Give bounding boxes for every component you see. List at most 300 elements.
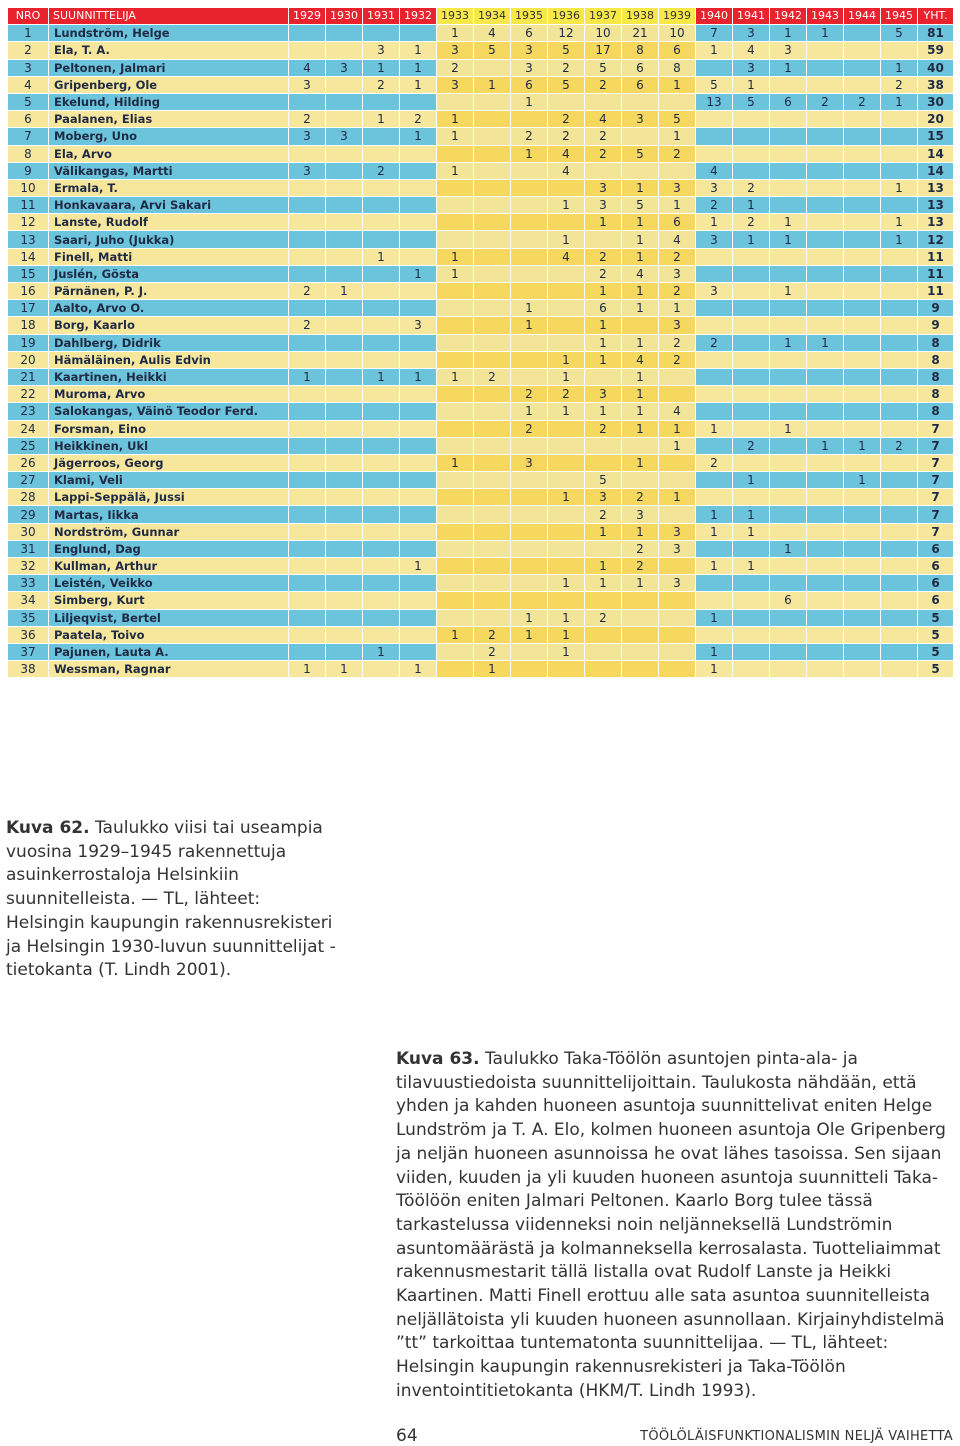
- year-count-1935: 3: [511, 42, 548, 59]
- year-count-1945: [881, 351, 918, 368]
- year-count-1934: [474, 300, 511, 317]
- table-row: [8, 351, 954, 368]
- table-row: [8, 248, 954, 265]
- row-number: 27: [8, 472, 49, 489]
- designer-name: Heikkinen, Ukl: [49, 437, 289, 454]
- year-count-1933: 1: [437, 265, 474, 282]
- year-count-1929: [289, 506, 326, 523]
- year-count-1945: [881, 609, 918, 626]
- year-count-1945: [881, 197, 918, 214]
- year-count-1929: [289, 523, 326, 540]
- row-total: 6: [918, 575, 954, 592]
- designer-name: Peltonen, Jalmari: [49, 59, 289, 76]
- year-count-1937: [585, 626, 622, 643]
- row-total: 5: [918, 643, 954, 660]
- designer-name: Leistén, Veikko: [49, 575, 289, 592]
- year-count-1931: 2: [363, 162, 400, 179]
- year-count-1937: 2: [585, 609, 622, 626]
- row-total: 8: [918, 351, 954, 368]
- year-count-1932: [400, 162, 437, 179]
- table-header-row: [8, 8, 954, 25]
- row-total: 14: [918, 145, 954, 162]
- year-count-1940: [696, 300, 733, 317]
- year-count-1935: [511, 558, 548, 575]
- year-count-1935: [511, 437, 548, 454]
- year-count-1931: [363, 558, 400, 575]
- row-total: 15: [918, 128, 954, 145]
- year-count-1938: [622, 592, 659, 609]
- year-count-1943: [807, 506, 844, 523]
- year-count-1940: [696, 386, 733, 403]
- table-row: [8, 609, 954, 626]
- year-count-1931: [363, 334, 400, 351]
- year-count-1929: [289, 489, 326, 506]
- row-total: 7: [918, 506, 954, 523]
- year-count-1935: [511, 506, 548, 523]
- year-count-1944: [844, 162, 881, 179]
- year-count-1931: 1: [363, 111, 400, 128]
- year-count-1932: [400, 25, 437, 42]
- year-count-1931: [363, 626, 400, 643]
- year-count-1933: [437, 351, 474, 368]
- year-count-1941: 1: [733, 558, 770, 575]
- year-count-1937: 1: [585, 283, 622, 300]
- year-count-1943: [807, 643, 844, 660]
- year-count-1945: 1: [881, 93, 918, 110]
- year-count-1936: 1: [548, 609, 585, 626]
- year-count-1942: [770, 403, 807, 420]
- year-count-1934: [474, 111, 511, 128]
- row-number: 13: [8, 231, 49, 248]
- year-count-1945: [881, 472, 918, 489]
- year-count-1945: [881, 506, 918, 523]
- year-count-1933: 1: [437, 454, 474, 471]
- row-total: 5: [918, 609, 954, 626]
- designer-name: Wessman, Ragnar: [49, 661, 289, 678]
- year-count-1935: [511, 368, 548, 385]
- year-count-1945: [881, 403, 918, 420]
- year-count-1931: [363, 403, 400, 420]
- year-count-1940: 1: [696, 643, 733, 660]
- row-number: 11: [8, 197, 49, 214]
- year-count-1940: [696, 351, 733, 368]
- year-count-1941: 1: [733, 472, 770, 489]
- year-count-1940: 1: [696, 558, 733, 575]
- row-number: 25: [8, 437, 49, 454]
- year-count-1937: 3: [585, 179, 622, 196]
- header-year-1936: 1936: [548, 8, 585, 25]
- table-row: [8, 420, 954, 437]
- designer-name: Lanste, Rudolf: [49, 214, 289, 231]
- year-count-1944: [844, 575, 881, 592]
- year-count-1932: [400, 643, 437, 660]
- year-count-1933: [437, 592, 474, 609]
- year-count-1945: [881, 489, 918, 506]
- year-count-1939: 2: [659, 351, 696, 368]
- year-count-1942: [770, 506, 807, 523]
- year-count-1937: 2: [585, 76, 622, 93]
- table-row: [8, 197, 954, 214]
- year-count-1929: 1: [289, 661, 326, 678]
- year-count-1942: [770, 368, 807, 385]
- year-count-1945: [881, 248, 918, 265]
- year-count-1941: [733, 643, 770, 660]
- year-count-1931: [363, 128, 400, 145]
- year-count-1944: 2: [844, 93, 881, 110]
- year-count-1929: [289, 145, 326, 162]
- year-count-1931: [363, 437, 400, 454]
- year-count-1938: 1: [622, 386, 659, 403]
- year-count-1943: [807, 626, 844, 643]
- row-number: 35: [8, 609, 49, 626]
- year-count-1931: [363, 214, 400, 231]
- year-count-1934: [474, 609, 511, 626]
- year-count-1930: [326, 351, 363, 368]
- year-count-1933: 1: [437, 248, 474, 265]
- year-count-1944: [844, 128, 881, 145]
- year-count-1943: [807, 214, 844, 231]
- year-count-1934: 1: [474, 661, 511, 678]
- row-number: 37: [8, 643, 49, 660]
- year-count-1937: [585, 540, 622, 557]
- year-count-1940: 2: [696, 197, 733, 214]
- row-total: 38: [918, 76, 954, 93]
- year-count-1943: [807, 592, 844, 609]
- year-count-1937: 2: [585, 128, 622, 145]
- year-count-1932: 1: [400, 59, 437, 76]
- year-count-1930: [326, 300, 363, 317]
- year-count-1932: 1: [400, 661, 437, 678]
- year-count-1930: [326, 25, 363, 42]
- year-count-1936: [548, 540, 585, 557]
- year-count-1936: [548, 93, 585, 110]
- year-count-1944: [844, 283, 881, 300]
- row-total: 7: [918, 489, 954, 506]
- year-count-1931: [363, 523, 400, 540]
- year-count-1933: 3: [437, 42, 474, 59]
- year-count-1944: [844, 145, 881, 162]
- year-count-1938: 2: [622, 558, 659, 575]
- year-count-1931: [363, 179, 400, 196]
- row-number: 2: [8, 42, 49, 59]
- designer-name: Simberg, Kurt: [49, 592, 289, 609]
- year-count-1940: 5: [696, 76, 733, 93]
- year-count-1945: [881, 42, 918, 59]
- year-count-1934: [474, 472, 511, 489]
- year-count-1938: 1: [622, 179, 659, 196]
- year-count-1945: [881, 558, 918, 575]
- year-count-1935: [511, 661, 548, 678]
- year-count-1937: 3: [585, 197, 622, 214]
- year-count-1939: 5: [659, 111, 696, 128]
- year-count-1935: 2: [511, 128, 548, 145]
- row-number: 16: [8, 283, 49, 300]
- designer-name: Honkavaara, Arvi Sakari: [49, 197, 289, 214]
- year-count-1932: [400, 197, 437, 214]
- year-count-1934: [474, 145, 511, 162]
- year-count-1930: [326, 265, 363, 282]
- row-total: 81: [918, 25, 954, 42]
- year-count-1939: 4: [659, 231, 696, 248]
- header-designer: SUUNNITTELIJA: [49, 8, 289, 25]
- year-count-1930: [326, 592, 363, 609]
- year-count-1932: [400, 179, 437, 196]
- year-count-1929: [289, 42, 326, 59]
- year-count-1930: [326, 472, 363, 489]
- year-count-1937: 1: [585, 351, 622, 368]
- table-row: [8, 368, 954, 385]
- year-count-1942: [770, 643, 807, 660]
- year-count-1940: 3: [696, 179, 733, 196]
- table-row: [8, 506, 954, 523]
- row-number: 30: [8, 523, 49, 540]
- year-count-1935: 1: [511, 626, 548, 643]
- year-count-1934: [474, 420, 511, 437]
- year-count-1943: [807, 575, 844, 592]
- year-count-1938: 3: [622, 506, 659, 523]
- year-count-1944: [844, 214, 881, 231]
- year-count-1943: [807, 403, 844, 420]
- year-count-1940: 13: [696, 93, 733, 110]
- year-count-1933: [437, 214, 474, 231]
- year-count-1932: [400, 283, 437, 300]
- year-count-1938: [622, 437, 659, 454]
- row-number: 36: [8, 626, 49, 643]
- year-count-1943: 1: [807, 334, 844, 351]
- year-count-1943: [807, 661, 844, 678]
- year-count-1945: [881, 540, 918, 557]
- year-count-1936: 2: [548, 59, 585, 76]
- year-count-1943: [807, 454, 844, 471]
- table-row: [8, 265, 954, 282]
- year-count-1938: 1: [622, 214, 659, 231]
- year-count-1939: 1: [659, 76, 696, 93]
- year-count-1931: [363, 540, 400, 557]
- year-count-1933: [437, 558, 474, 575]
- year-count-1937: 1: [585, 317, 622, 334]
- year-count-1932: [400, 609, 437, 626]
- year-count-1940: [696, 317, 733, 334]
- year-count-1932: [400, 489, 437, 506]
- year-count-1931: [363, 386, 400, 403]
- row-number: 4: [8, 76, 49, 93]
- year-count-1944: [844, 42, 881, 59]
- year-count-1936: 4: [548, 248, 585, 265]
- year-count-1938: 1: [622, 420, 659, 437]
- year-count-1933: [437, 93, 474, 110]
- year-count-1935: [511, 592, 548, 609]
- year-count-1932: [400, 626, 437, 643]
- year-count-1930: 3: [326, 128, 363, 145]
- row-number: 9: [8, 162, 49, 179]
- year-count-1943: [807, 523, 844, 540]
- table-row: [8, 76, 954, 93]
- year-count-1938: [622, 609, 659, 626]
- year-count-1936: [548, 454, 585, 471]
- row-number: 38: [8, 661, 49, 678]
- year-count-1934: [474, 558, 511, 575]
- year-count-1937: [585, 437, 622, 454]
- year-count-1929: 2: [289, 111, 326, 128]
- year-count-1938: [622, 472, 659, 489]
- year-count-1934: [474, 283, 511, 300]
- year-count-1929: 1: [289, 368, 326, 385]
- year-count-1941: 2: [733, 437, 770, 454]
- year-count-1943: [807, 162, 844, 179]
- year-count-1934: [474, 197, 511, 214]
- year-count-1936: 1: [548, 643, 585, 660]
- year-count-1942: [770, 145, 807, 162]
- year-count-1933: [437, 575, 474, 592]
- year-count-1944: 1: [844, 437, 881, 454]
- year-count-1939: 3: [659, 179, 696, 196]
- year-count-1930: [326, 179, 363, 196]
- header-year-1935: 1935: [511, 8, 548, 25]
- designer-name: Ela, Arvo: [49, 145, 289, 162]
- year-count-1932: [400, 300, 437, 317]
- designer-name: Pajunen, Lauta A.: [49, 643, 289, 660]
- year-count-1931: [363, 317, 400, 334]
- year-count-1944: [844, 351, 881, 368]
- year-count-1944: [844, 609, 881, 626]
- year-count-1933: 1: [437, 626, 474, 643]
- year-count-1944: [844, 25, 881, 42]
- year-count-1943: [807, 609, 844, 626]
- designer-name: Paatela, Toivo: [49, 626, 289, 643]
- year-count-1939: [659, 386, 696, 403]
- row-number: 1: [8, 25, 49, 42]
- year-count-1931: [363, 472, 400, 489]
- header-year-1939: 1939: [659, 8, 696, 25]
- year-count-1940: 7: [696, 25, 733, 42]
- year-count-1941: [733, 609, 770, 626]
- designer-name: Pärnänen, P. J.: [49, 283, 289, 300]
- year-count-1941: [733, 145, 770, 162]
- year-count-1935: [511, 179, 548, 196]
- year-count-1932: 1: [400, 368, 437, 385]
- designer-name: Finell, Matti: [49, 248, 289, 265]
- year-count-1943: [807, 248, 844, 265]
- year-count-1935: [511, 214, 548, 231]
- year-count-1933: 1: [437, 111, 474, 128]
- year-count-1929: [289, 197, 326, 214]
- year-count-1932: 1: [400, 42, 437, 59]
- year-count-1935: [511, 472, 548, 489]
- table-row: [8, 300, 954, 317]
- row-total: 8: [918, 334, 954, 351]
- year-count-1943: [807, 111, 844, 128]
- year-count-1930: [326, 643, 363, 660]
- year-count-1933: [437, 643, 474, 660]
- year-count-1936: [548, 334, 585, 351]
- header-total: YHT.: [918, 8, 954, 25]
- year-count-1930: [326, 145, 363, 162]
- year-count-1936: 4: [548, 145, 585, 162]
- year-count-1945: 1: [881, 231, 918, 248]
- year-count-1929: [289, 420, 326, 437]
- year-count-1939: 3: [659, 523, 696, 540]
- year-count-1942: [770, 575, 807, 592]
- year-count-1939: 2: [659, 283, 696, 300]
- year-count-1934: 1: [474, 76, 511, 93]
- year-count-1939: 3: [659, 317, 696, 334]
- year-count-1933: [437, 506, 474, 523]
- row-number: 21: [8, 368, 49, 385]
- year-count-1934: [474, 437, 511, 454]
- year-count-1939: [659, 454, 696, 471]
- year-count-1935: [511, 162, 548, 179]
- designer-name: Hämäläinen, Aulis Edvin: [49, 351, 289, 368]
- table-row: [8, 489, 954, 506]
- row-total: 5: [918, 661, 954, 678]
- year-count-1936: [548, 317, 585, 334]
- year-count-1942: [770, 437, 807, 454]
- year-count-1942: [770, 489, 807, 506]
- year-count-1940: [696, 265, 733, 282]
- header-year-1931: 1931: [363, 8, 400, 25]
- row-number: 8: [8, 145, 49, 162]
- year-count-1938: 5: [622, 145, 659, 162]
- year-count-1938: 1: [622, 454, 659, 471]
- year-count-1937: [585, 661, 622, 678]
- year-count-1929: [289, 93, 326, 110]
- table-row: [8, 93, 954, 110]
- row-number: 19: [8, 334, 49, 351]
- row-number: 17: [8, 300, 49, 317]
- year-count-1929: [289, 231, 326, 248]
- year-count-1929: [289, 179, 326, 196]
- year-count-1943: [807, 76, 844, 93]
- year-count-1938: 4: [622, 351, 659, 368]
- year-count-1944: [844, 558, 881, 575]
- year-count-1933: [437, 386, 474, 403]
- year-count-1933: [437, 489, 474, 506]
- row-total: 12: [918, 231, 954, 248]
- year-count-1934: [474, 506, 511, 523]
- row-total: 30: [918, 93, 954, 110]
- year-count-1935: [511, 248, 548, 265]
- row-number: 12: [8, 214, 49, 231]
- year-count-1940: 3: [696, 283, 733, 300]
- year-count-1936: 2: [548, 111, 585, 128]
- row-total: 20: [918, 111, 954, 128]
- year-count-1942: [770, 472, 807, 489]
- year-count-1935: [511, 351, 548, 368]
- year-count-1943: [807, 283, 844, 300]
- year-count-1932: [400, 386, 437, 403]
- year-count-1930: [326, 93, 363, 110]
- year-count-1937: 3: [585, 386, 622, 403]
- designer-name: Paalanen, Elias: [49, 111, 289, 128]
- year-count-1942: 1: [770, 334, 807, 351]
- year-count-1939: [659, 93, 696, 110]
- year-count-1936: 5: [548, 76, 585, 93]
- year-count-1942: [770, 162, 807, 179]
- year-count-1929: [289, 25, 326, 42]
- caption-label: Kuva 63.: [396, 1049, 480, 1069]
- year-count-1945: [881, 162, 918, 179]
- year-count-1941: 3: [733, 59, 770, 76]
- row-total: 5: [918, 626, 954, 643]
- year-count-1945: [881, 643, 918, 660]
- year-count-1931: [363, 454, 400, 471]
- year-count-1935: 2: [511, 420, 548, 437]
- year-count-1944: [844, 506, 881, 523]
- year-count-1945: [881, 317, 918, 334]
- year-count-1942: 1: [770, 25, 807, 42]
- row-number: 3: [8, 59, 49, 76]
- year-count-1939: [659, 472, 696, 489]
